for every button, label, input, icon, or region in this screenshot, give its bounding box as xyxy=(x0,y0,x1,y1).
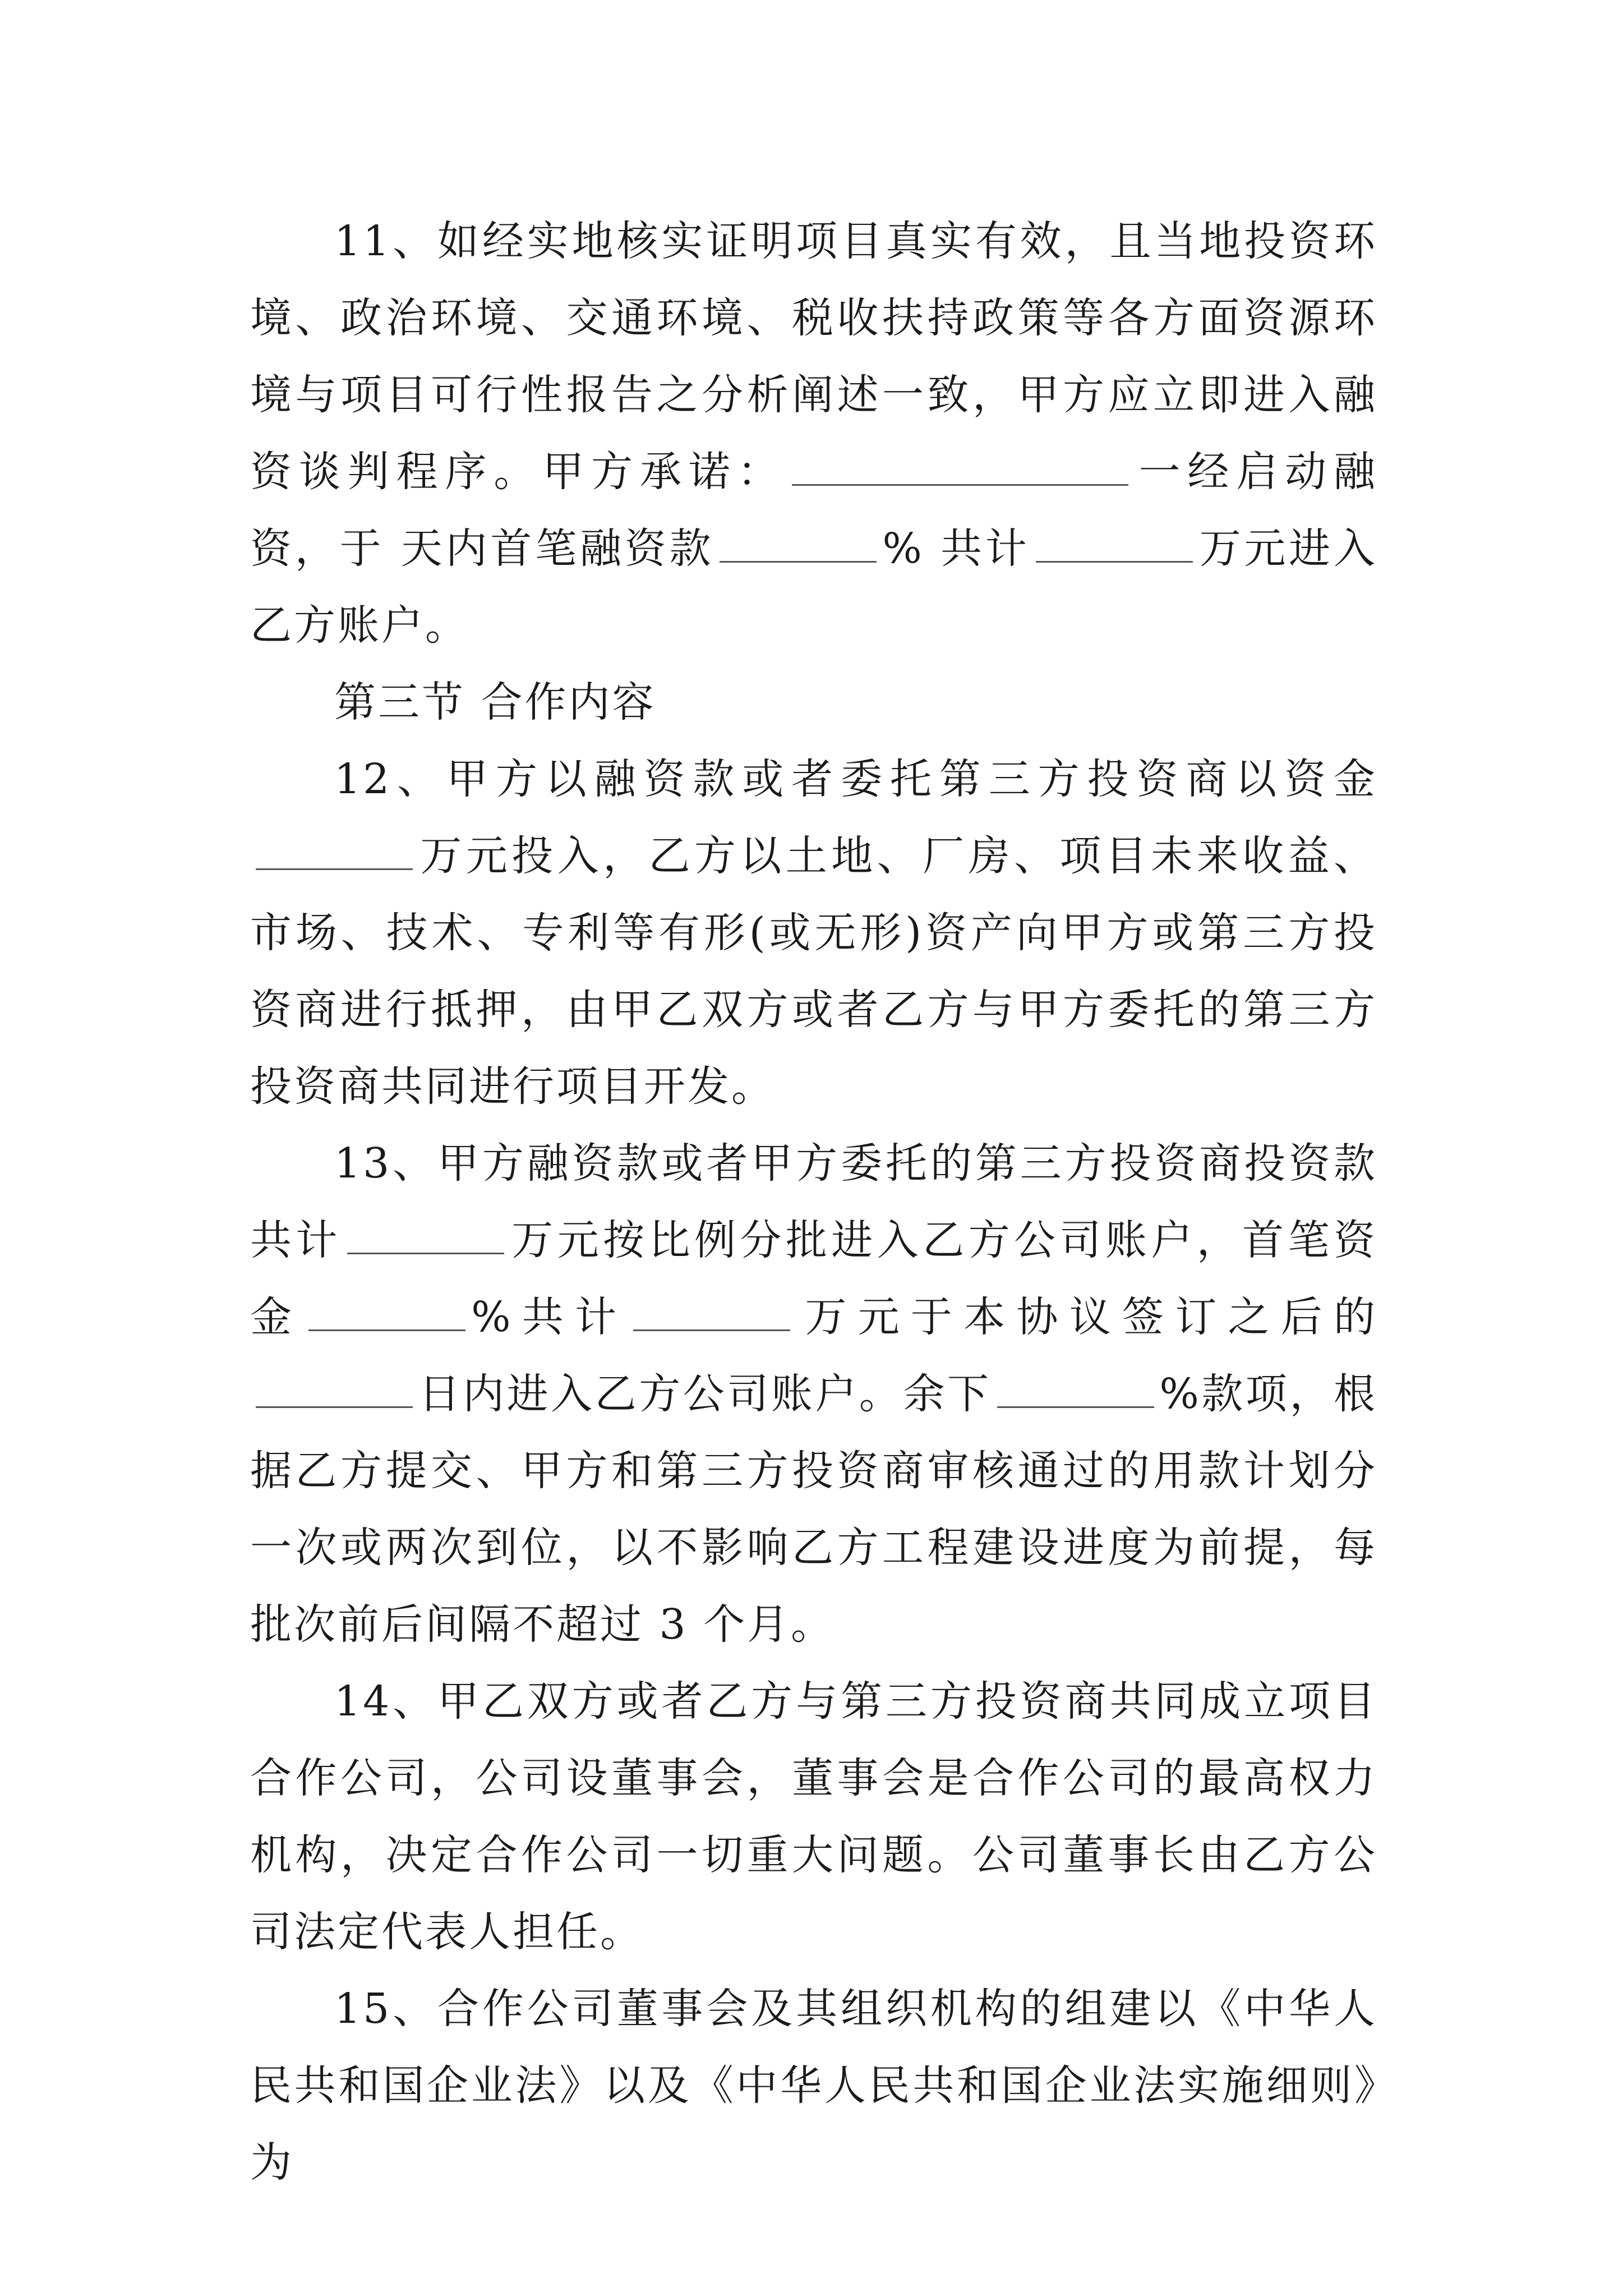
clause-13-text-c: %共计 xyxy=(471,1293,628,1341)
clause-13-text-e: 日内进入乙方公司账户。余下 xyxy=(418,1370,992,1418)
clause-13-text-b: 万元按比例分批进入乙方公司账户，首笔资金 xyxy=(250,1216,1377,1341)
clause-11-text-d: 万元进入乙方账户。 xyxy=(250,524,1377,650)
fill-in-blank xyxy=(308,1290,465,1331)
document-body xyxy=(250,203,1377,2201)
clause-13-text-f: %款项，根据乙方提交、甲方和第三方投资商审核通过的用款计划分一次或两次到位，以不影响乙方工程建设进度为前提，每批次前后间隔不超过 3 个月。 xyxy=(250,1370,1377,1649)
clause-14: 14、甲乙双方或者乙方与第三方投资商共同成立项目合作公司，公司设董事会，董事会是合作公司的最高权力机构，决定合作公司一切重大问题。公司董事长由乙方公司法定代表人担任。 xyxy=(250,1677,1377,1956)
clause-12-text-a: 12、甲方以融资款或者委托第三方投资商以资金 xyxy=(334,755,1377,803)
clause-11-text-a: 11、如经实地核实证明项目真实有效，且当地投资环境、政治环境、交通环境、税收扶持政策等各方面资源环境与项目可行性报告之分析阐述一致，甲方应立即进入融资谈判程序。甲方承诺： xyxy=(250,217,1377,496)
fill-in-blank xyxy=(347,1213,504,1254)
fill-in-blank xyxy=(633,1290,790,1331)
fill-in-blank xyxy=(256,1367,413,1408)
clause-13-text-a: 13、甲方融资款或者甲方委托的第三方投资商投资款共计 xyxy=(250,1139,1377,1264)
fill-in-blank xyxy=(997,1367,1154,1408)
fill-in-blank xyxy=(792,445,1128,486)
clause-11 xyxy=(250,203,1377,664)
clause-13 xyxy=(250,1125,1377,1663)
fill-in-blank xyxy=(1036,522,1193,563)
clause-13-text-d: 万元于本协议签订之后的 xyxy=(796,1293,1378,1341)
clause-11-text-b: 一经启动融资，于 天内首笔融资款 xyxy=(250,448,1377,573)
clause-11-text-c: % 共计 xyxy=(882,524,1030,573)
clause-12-text-b: 万元投入，乙方以土地、厂房、项目未来收益、市场、技术、专利等有形(或无形)资产向甲方或第三方投资商进行抵押，由甲乙双方或者乙方与甲方委托的第三方投资商共同进行项目开发。 xyxy=(250,832,1377,1111)
fill-in-blank xyxy=(720,522,877,563)
clause-15: 15、合作公司董事会及其组织机构的组建以《中华人民共和国企业法》以及《中华人民共和国企业法实施细则》为 xyxy=(250,1985,1377,2187)
section-heading: 第三节 合作内容 xyxy=(334,678,656,726)
clause-12 xyxy=(250,741,1377,1125)
fill-in-blank xyxy=(256,829,413,870)
